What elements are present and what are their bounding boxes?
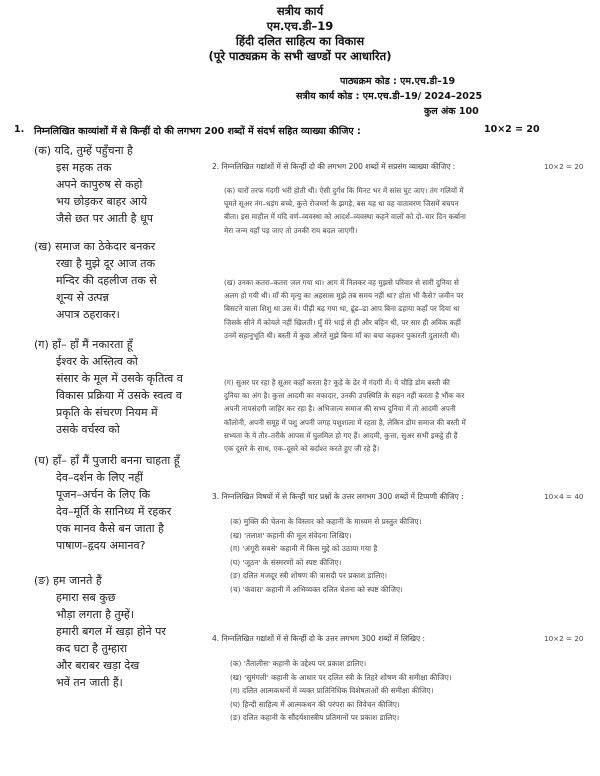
poem-line: हमारा सब कुछ bbox=[56, 591, 116, 604]
header-course-title: हिंदी दलित साहित्य का विकास bbox=[235, 34, 365, 48]
passage-line: घूमते सूअर नंग–धड़ंग बच्चे, कुत्ते रोजमर्रा के झगड़े, बस यह था वह वातावरण जिसमें बचपन bbox=[224, 199, 459, 209]
poem-kha bbox=[34, 238, 157, 323]
poem-line: प्रकृति के संचरण नियम में bbox=[56, 406, 158, 419]
passage-line: कॉलोनी, अपनी समूह में पशु अपनी जगह पशुशाला में रहता है, लेकिन डोम समाज की बस्ती में bbox=[224, 417, 466, 427]
question-4-list bbox=[230, 657, 588, 725]
question-2-passage-ga bbox=[224, 376, 588, 455]
question-3-marks: 10×4 = 40 bbox=[544, 492, 584, 501]
header-subtitle: (पूरे पाठ्यक्रम के सभी खण्डों पर आधारित) bbox=[208, 49, 392, 63]
poem-line: भय छोड़कर बाहर आये bbox=[56, 195, 148, 208]
list-item: (ख) 'सुमंगली' कहानी के आधार पर दलित स्त्री के तिहरे शोषण की समीक्षा कीजिए। bbox=[230, 672, 452, 682]
poem-line: देव–दर्शन के लिए नहीं bbox=[56, 471, 144, 484]
question-4-heading: 4. निम्नलिखित गद्यांशों में से किन्हीं दो के उत्तर लगभग 300 शब्दों में लिखिए : bbox=[212, 634, 426, 643]
list-item: (ग) दलित आत्मकथनों में व्यक्त प्रातिनिधिक विशेषताओं की समीक्षा कीजिए। bbox=[230, 686, 434, 695]
poem-line: हमारी बगल में खड़ा होने पर bbox=[56, 625, 166, 638]
header-title-1: सत्रीय कार्य bbox=[276, 4, 324, 18]
poem-line: अपात्र ठहराकर। bbox=[56, 308, 120, 321]
poem-line: (घ) हाँ– हाँ मैं पुजारी बनना चाहता हूँ bbox=[34, 454, 180, 467]
question-3-heading: 3. निम्नलिखित विषयों में से किन्हीं चार प्रश्नों के उत्तर लगभग 300 शब्दों में टिप्पणी कीजिए : bbox=[212, 492, 464, 501]
question-2-passage-kha bbox=[224, 276, 588, 342]
list-item: (ख) 'तलाश' कहानी की मूल संवेदना लिखिए। bbox=[230, 530, 352, 540]
total-marks: कुल अंक 100 bbox=[424, 106, 479, 117]
header-course-code: एम.एच.डी–19 bbox=[266, 19, 334, 33]
poem-line: विकास प्रक्रिया में उसके स्वत्व व bbox=[56, 389, 182, 402]
poem-line: कद घटा है तुम्हारा bbox=[56, 642, 128, 655]
list-item: (क) मुक्ति की चेतना के विस्तार को कहानी के माध्यम से प्रस्तुत कीजिए। bbox=[230, 517, 422, 526]
list-item: (घ) 'जूठन' के संस्मरणों को स्पष्ट कीजिए। bbox=[230, 557, 342, 567]
poem-line: (क) यदि, तुम्हें पहुँचना है bbox=[34, 144, 133, 157]
poem-line: मन्दिर की दहलीज तक से bbox=[56, 274, 157, 287]
poem-line: संसार के मूल में उसके कृतित्व व bbox=[56, 372, 183, 385]
poem-line: ईश्वर के अस्तित्व को bbox=[56, 355, 138, 368]
list-item: (ङ) दलित मजदूर स्त्री शोषण की त्रासदी पर प्रकाश डालिए। bbox=[230, 571, 388, 580]
poem-gha bbox=[34, 452, 180, 554]
poem-line: पाषाण–हृदय अमानव? bbox=[56, 539, 146, 552]
list-item: (क) 'तैंतालीस' कहानी के उद्देश्य पर प्रकाश डालिए। bbox=[230, 659, 367, 668]
poem-line: (ग) हाँ– हाँ मैं नकारता हूँ bbox=[34, 338, 133, 351]
poem-line: देव–मूर्ति के सानिध्य में रहकर bbox=[56, 505, 172, 518]
list-item: (ग) 'अंगूरी सबसे' कहानी में किस मुद्दे को उठाया गया है bbox=[230, 544, 378, 553]
passage-line: दुनिया का अंग है। कुत्ता आदमी का वफादार, उनकी उपस्थिति के सहन नहीं करता है भौंक कर bbox=[224, 391, 465, 401]
question-2-heading-row bbox=[212, 160, 588, 173]
poem-line: और बराबर खड़ा देख bbox=[56, 659, 140, 672]
poem-line: जैसे छत पर आती है धूप bbox=[56, 212, 154, 225]
passage-line: बीता। इस माहौल में यदि वर्ण–व्यवस्था को आदर्श–व्यवस्था कहने वालों को दो–चार दिन कर्बाना bbox=[224, 212, 466, 222]
question-1-marks: 10×2 = 20 bbox=[484, 124, 540, 135]
poem-line: शून्य से उत्पन्न bbox=[56, 291, 109, 304]
poem-line: रखा है मुझे दूर आज तक bbox=[56, 257, 156, 270]
poem-line: (ङ) हम जानते हैं bbox=[34, 574, 102, 587]
passage-line: मेरा जन्म यहाँ पड़ जाए तो उनकी राय बदल जाएगी। bbox=[224, 225, 358, 235]
poem-line: इस महक तक bbox=[56, 161, 112, 174]
assignment-code: सत्रीय कार्य कोड : एम.एच.डी–19/ 2024–2025 bbox=[296, 91, 483, 102]
passage-line: (क) चारों तरफ गंदगी भरी होती थी। ऐसी दुर्गंध कि मिनट भर में सांस घुट जाए। तंग गलियों में bbox=[224, 186, 464, 195]
passage-line: (ग) सुअर पर रहा है सूअर कहाँ करता है? कूड़े के ढेर में गंदगी में। ये चौड़ि डोम बस्ती की bbox=[224, 378, 450, 387]
poem-line: भौड़ा लगता है तुम्हें। bbox=[56, 608, 135, 621]
question-4-heading-row bbox=[212, 632, 588, 645]
question-2-passage-ka bbox=[224, 184, 588, 237]
question-1-number: 1. bbox=[14, 124, 25, 135]
poem-nga bbox=[34, 572, 166, 691]
passage-line: बिसटने वाला शिशु था उस में। पीढ़ी बढ़ गया था, ढूंढ–ढा आप बिना ढहाया कहाँ पर दिया था bbox=[224, 304, 460, 314]
passage-line: जिसके सीने में कोयले नहीं खिलती। मुँ मेरे भाई से ही और बहिन थी, पर सार ही अविक कहीं bbox=[224, 317, 461, 327]
poem-line: (ख) समाज का ठेकेदार बनकर bbox=[34, 240, 156, 253]
poem-ka bbox=[34, 142, 153, 227]
passage-line: अलग हो गयी थी। माँ की मृत्यु का अहसास मुझे तब समय नहीं था? होता भी कैसे? जमीन पर bbox=[224, 291, 464, 301]
poem-ga bbox=[34, 336, 200, 438]
list-item: (ङ) दलित कहानी के सौंदर्यशास्त्रीय प्रतिमानों पर प्रकाश डालिए। bbox=[230, 713, 400, 722]
passage-line: अपनी नापसंदगी जाहिर कर रहा है। अभिजात्य समाज की सभ्य दुनिया में तो आदमी अपनी bbox=[224, 404, 456, 414]
list-item: (च) 'कंवारा' कहानी में अभिव्यक्त दलित चेतना को स्पष्ट कीजिए। bbox=[230, 584, 403, 594]
passage-line: (ख) उनका कतरा–कतरा जल गया था। आग में निलकर वह मुझसे परिवार से सारी दुनिया से bbox=[224, 278, 459, 287]
question-3-list bbox=[230, 515, 588, 596]
question-2-heading: 2. निम्नलिखित गद्यांशों में से किन्हीं दो की लगभग 200 शब्दों में सप्रसंग व्याख्या कीजिए : bbox=[212, 162, 456, 171]
poem-line: एक मानव कैसे बन जाता है bbox=[56, 522, 164, 535]
question-2-marks: 10×2 = 20 bbox=[544, 162, 584, 171]
passage-line: एक दूसरे के साथ, एक–दूसरे को बर्दाश्त करते हुए जी रहे हैं। bbox=[224, 444, 380, 454]
passage-line: सभ्यता के ये तौर–तरीके आपस में घुलमिल हो गए हैं। आदमी, कुत्ता, सुअर सभी इकट्ठे ही हैं bbox=[224, 430, 458, 440]
list-item: (घ) हिन्दी साहित्य में आत्मकथन की परंपरा का विवेचन कीजिए। bbox=[230, 699, 400, 709]
question-1-text: निम्नलिखित काव्यांशों में से किन्हीं दो की लगभग 200 शब्दों में संदर्भ सहित व्याख्या कीजिए : bbox=[34, 126, 361, 137]
question-3-heading-row bbox=[212, 490, 588, 503]
question-4-marks: 10×2 = 20 bbox=[544, 634, 584, 643]
poem-line: पूजन–अर्चन के लिए कि bbox=[56, 488, 151, 501]
poem-line: भवें तन जाती हैं। bbox=[56, 676, 123, 689]
poem-line: अपने कापुरुष से कहो bbox=[56, 178, 143, 191]
poem-line: उसके वर्चस्व को bbox=[56, 423, 120, 436]
course-code: पाठ्यक्रम कोड : एम.एच.डी–19 bbox=[340, 76, 456, 87]
passage-line: उनमें सहानुभूति थी। बस्ती में कुछ औरतें मुझे बिना माँ का बचा कहकर पुकारती दुलारती थी। bbox=[224, 330, 460, 340]
